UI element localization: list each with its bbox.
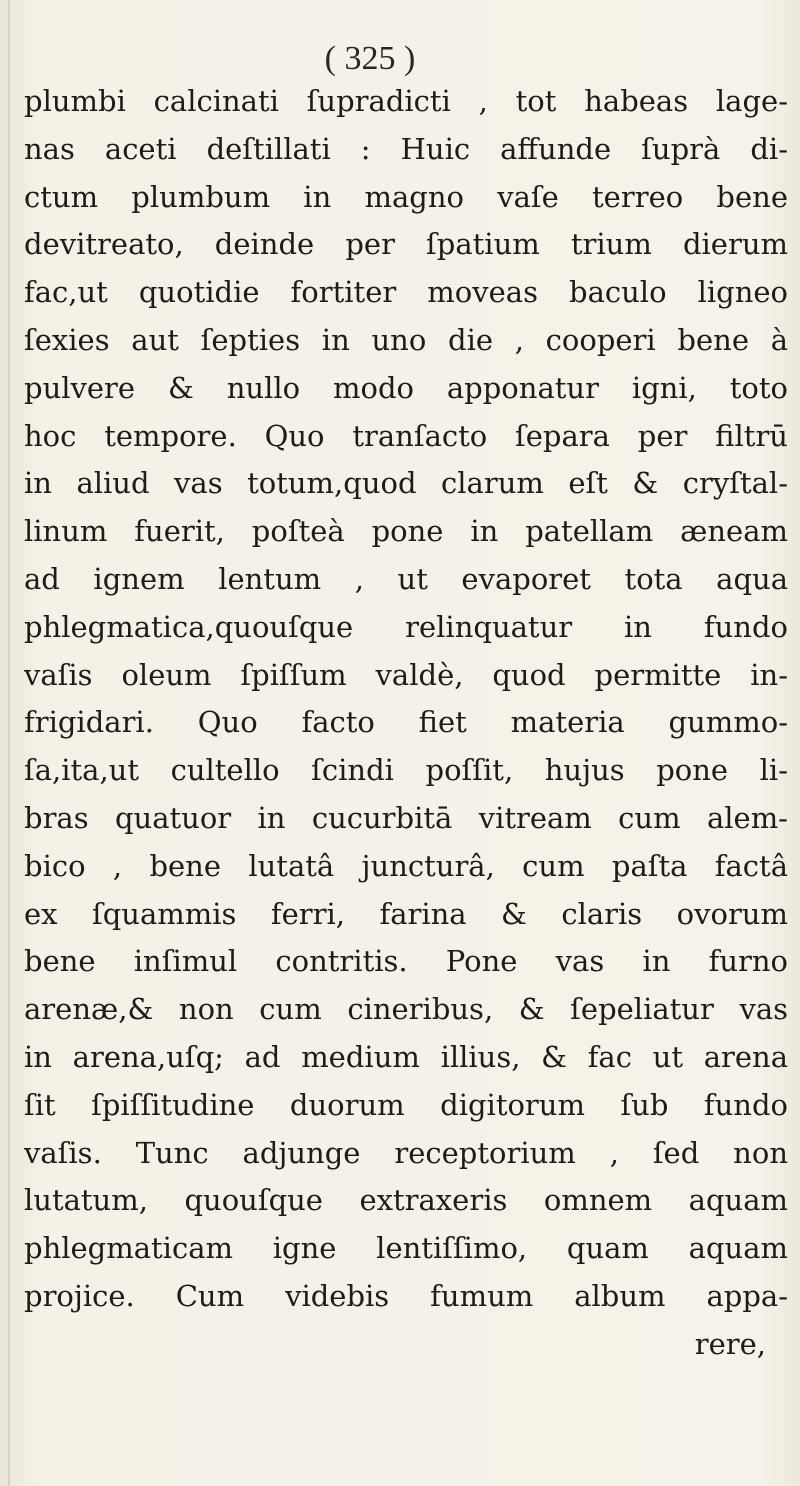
page-number: ( 325 )	[324, 40, 416, 77]
catchword: rere,	[694, 1326, 766, 1361]
text-line: fac,ut quotidie fortiter moveas baculo ligneo	[24, 275, 788, 310]
text-line: bico , bene lutatâ juncturâ, cum paſta factâ	[24, 848, 788, 883]
text-line: ſa,ita,ut cultello ſcindi poſſit, hujus pone li-	[24, 753, 788, 788]
text-line: linum fuerit, poſteà pone in patellam æneam	[24, 514, 788, 549]
text-line: frigidari. Quo facto fiet materia gummo-	[24, 705, 788, 740]
text-line: hoc tempore. Quo tranſacto ſepara per filtrū	[24, 418, 788, 453]
text-line: phlegmaticam igne lentiſſimo, quam aquam	[24, 1231, 788, 1266]
text-line: in arena,uſq; ad medium illius, & fac ut arena	[24, 1039, 788, 1074]
text-line: projice. Cum videbis fumum album appa-	[24, 1278, 788, 1313]
gutter-shadow	[8, 0, 10, 1486]
text-line: in aliud vas totum,quod clarum eſt & cryſtal-	[24, 466, 788, 501]
text-line: ctum plumbum in magno vaſe terreo bene	[24, 179, 788, 214]
text-line: bras quatuor in cucurbitā vitream cum alem-	[24, 800, 788, 835]
text-line: bene inſimul contritis. Pone vas in furno	[24, 944, 788, 979]
text-line: ſexies aut ſepties in uno die , cooperi bene à	[24, 322, 788, 357]
text-line: lutatum, quouſque extraxeris omnem aquam	[24, 1183, 788, 1218]
text-line: devitreato, deinde per ſpatium trium dierum	[24, 227, 788, 262]
text-line: arenæ,& non cum cineribus, & ſepeliatur vas	[24, 992, 788, 1027]
text-line: ſit ſpiſſitudine duorum digitorum ſub fundo	[24, 1087, 788, 1122]
text-line: phlegmatica,quouſque relinquatur in fundo	[24, 609, 788, 644]
text-line: pulvere & nullo modo apponatur igni, toto	[24, 370, 788, 405]
text-line: vaſis. Tunc adjunge receptorium , ſed non	[24, 1135, 788, 1170]
text-line: nas aceti deſtillati : Huic affunde ſuprà di-	[24, 131, 788, 166]
text-line: vaſis oleum ſpiſſum valdè, quod permitte in-	[24, 657, 788, 692]
body-text	[18, 78, 794, 1369]
text-line: ad ignem lentum , ut evaporet tota aqua	[24, 561, 788, 596]
text-line: ex ſquammis ferri, farina & claris ovorum	[24, 896, 788, 931]
text-line: plumbi calcinati ſupradicti , tot habeas lage-	[24, 84, 788, 118]
